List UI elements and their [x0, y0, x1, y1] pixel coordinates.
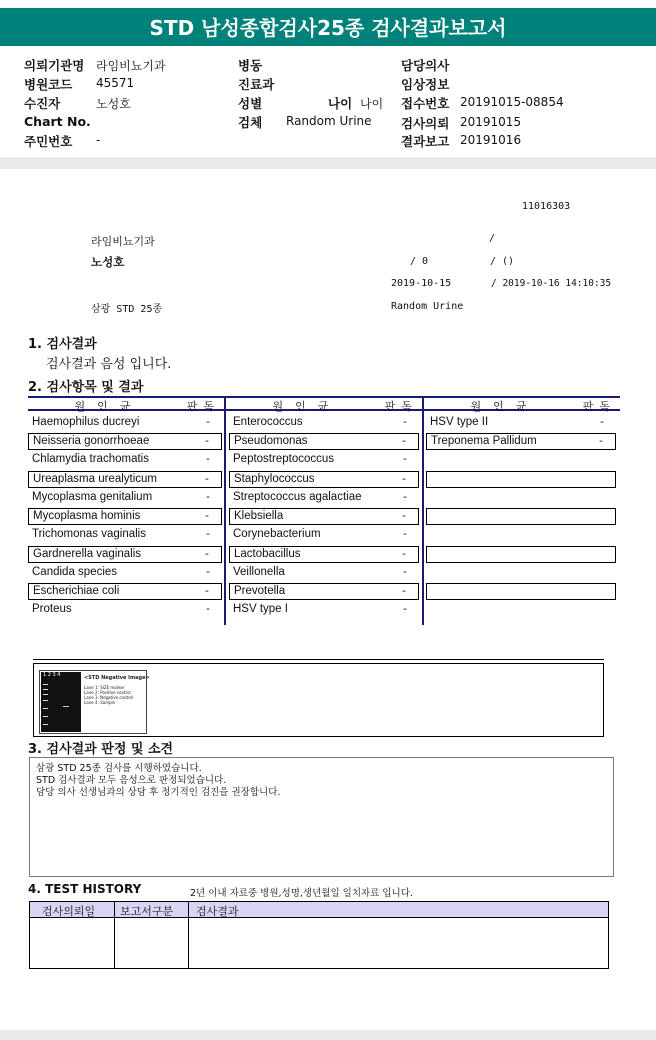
organism-name: Pseudomonas — [234, 435, 308, 447]
patient-label: 수진자 — [24, 96, 61, 111]
result-row — [28, 565, 222, 582]
organism-result: - — [205, 584, 209, 597]
organism-result: - — [205, 472, 209, 485]
history-col-result: 검사결과 — [196, 905, 239, 918]
resident-no-label: 주민번호 — [24, 134, 73, 149]
organism-result: - — [403, 452, 407, 465]
result-row — [229, 602, 419, 619]
result-row — [229, 508, 419, 525]
summary-slash: / — [489, 233, 496, 244]
organism-name: Candida species — [32, 566, 118, 578]
gel-legend-item: Lane 4: Sample — [84, 700, 116, 705]
doctor-label: 담당의사 — [401, 58, 450, 73]
result-row — [229, 527, 419, 544]
column-divider — [422, 396, 424, 625]
history-col-report-type: 보고서구분 — [120, 905, 174, 918]
summary-collect-date: 2019-10-15 — [391, 278, 452, 289]
result-row — [28, 452, 222, 469]
image-divider — [33, 659, 604, 660]
history-header — [30, 902, 608, 918]
gel-image — [39, 670, 150, 734]
organism-name: Ureaplasma urealyticum — [33, 473, 157, 485]
organism-result: - — [600, 415, 604, 428]
result-row — [28, 583, 222, 600]
gel-legend-item: Lane 2: Positive control — [84, 690, 131, 695]
history-table — [29, 901, 609, 969]
organism-result: - — [402, 472, 406, 485]
result-row — [229, 583, 419, 600]
history-divider — [114, 902, 115, 968]
resident-no-value: - — [96, 133, 101, 147]
organism-result: - — [403, 527, 407, 540]
summary-specimen: Random Urine — [391, 301, 464, 312]
organism-name: Gardnerella vaginalis — [33, 548, 142, 560]
receipt-no-value: 20191015-08854 — [460, 95, 564, 109]
organism-name: HSV type I — [233, 603, 288, 615]
organism-name: Corynebacterium — [233, 528, 321, 540]
clinical-info-label: 임상정보 — [401, 77, 450, 92]
organism-name: Enterococcus — [233, 416, 303, 428]
organism-result: - — [205, 547, 209, 560]
findings-line: 삼광 STD 25종 검사를 시행하였습니다. — [36, 763, 202, 774]
summary-age: / 0 — [410, 256, 429, 267]
history-divider — [188, 902, 189, 968]
specimen-value: Random Urine — [286, 114, 372, 128]
result-row — [28, 415, 222, 432]
column-header-1 — [28, 396, 224, 411]
organism-name: Peptostreptococcus — [233, 453, 335, 465]
summary-paren: / () — [490, 256, 515, 267]
organism-result: - — [205, 434, 209, 447]
section-2-heading: 2. 검사항목 및 결과 — [28, 380, 144, 395]
organism-name: Treponema Pallidum — [431, 435, 537, 447]
result-row — [426, 583, 616, 600]
result-row — [28, 546, 222, 563]
column-name-header: 원인균 — [470, 400, 539, 413]
gel-legend-item: Lane 3: Negative control — [84, 695, 134, 700]
result-row — [229, 546, 419, 563]
dept-label: 진료과 — [238, 77, 275, 92]
column-header-2 — [226, 396, 422, 411]
findings-line: STD 검사결과 모두 음성으로 판정되었습니다. — [36, 775, 227, 786]
summary-clinic: 라임비뇨기과 — [91, 235, 155, 248]
report-date-value: 20191016 — [460, 133, 522, 147]
organism-name: Staphylococcus — [234, 473, 315, 485]
organism-result: - — [599, 434, 603, 447]
organism-result: - — [206, 602, 210, 615]
organism-result: - — [402, 547, 406, 560]
column-result-header: 판독 — [384, 400, 418, 413]
section-1-heading: 1. 검사결과 — [28, 337, 97, 352]
result-row — [426, 471, 616, 488]
organism-name: Proteus — [32, 603, 72, 615]
findings-box — [29, 757, 614, 877]
summary-patient: 노성호 — [91, 255, 125, 269]
organism-result: - — [206, 565, 210, 578]
result-row — [28, 508, 222, 525]
organism-result: - — [402, 434, 406, 447]
result-row — [426, 602, 616, 619]
column-divider — [224, 396, 226, 625]
ward-label: 병동 — [238, 58, 263, 73]
column-result-header: 판독 — [186, 400, 220, 413]
result-row — [229, 452, 419, 469]
column-name-header: 원인균 — [74, 400, 143, 413]
findings-line: 담당 의사 선생님과의 상담 후 정기적인 검진을 권장합니다. — [36, 787, 281, 798]
section-3-heading: 3. 검사결과 판정 및 소견 — [28, 742, 174, 757]
organism-name: Neisseria gonorrhoeae — [33, 435, 150, 447]
result-row — [229, 490, 419, 507]
organism-name: Prevotella — [234, 585, 286, 597]
organism-name: Streptococcus agalactiae — [233, 491, 362, 503]
summary-report-datetime: / 2019-10-16 14:10:35 — [491, 278, 612, 289]
organism-name: Chlamydia trachomatis — [32, 453, 149, 465]
organism-result: - — [205, 509, 209, 522]
result-row — [426, 508, 616, 525]
result-row — [28, 602, 222, 619]
request-label: 검사의뢰 — [401, 116, 450, 131]
column-header-3 — [424, 396, 620, 411]
chart-no-label: Chart No. — [24, 114, 91, 129]
result-row — [426, 527, 616, 544]
request-value: 20191015 — [460, 115, 522, 129]
history-note: 2년 이내 자료중 병원,성명,생년월일 일치자료 입니다. — [190, 888, 413, 899]
gel-legend-item: Lane 1: SIZE marker — [84, 685, 125, 690]
findings-text — [36, 763, 280, 799]
separator-band — [0, 157, 656, 169]
sex-label: 성별 — [238, 96, 263, 111]
result-row — [229, 433, 419, 450]
organism-result: - — [402, 509, 406, 522]
hospital-code-label: 병원코드 — [24, 77, 73, 92]
result-row — [229, 565, 419, 582]
organism-name: Lactobacillus — [234, 548, 301, 560]
column-name-header: 원인균 — [272, 400, 341, 413]
column-result-header: 판독 — [582, 400, 616, 413]
result-row — [28, 527, 222, 544]
age-label: 나이 — [328, 96, 353, 111]
result-row — [426, 490, 616, 507]
result-row — [426, 546, 616, 563]
organism-name: Mycoplasma genitalium — [32, 491, 153, 503]
summary-test-name: 삼광 STD 25종 — [91, 304, 163, 315]
age-value: 나이 — [360, 97, 384, 111]
result-row — [426, 565, 616, 582]
organism-name: Trichomonas vaginalis — [32, 528, 146, 540]
result-row — [28, 471, 222, 488]
institution-label: 의뢰기관명 — [24, 58, 85, 73]
gel-lane-numbers: 1 2 3 4 — [43, 672, 61, 678]
result-row — [229, 415, 419, 432]
organism-name: Veillonella — [233, 566, 285, 578]
result-row — [426, 415, 616, 432]
organism-name: Mycoplasma hominis — [33, 510, 141, 522]
organism-name: Escherichiae coli — [33, 585, 120, 597]
organism-result: - — [206, 415, 210, 428]
organism-result: - — [206, 452, 210, 465]
section-4-heading: 4. TEST HISTORY — [28, 882, 142, 896]
organism-result: - — [403, 602, 407, 615]
institution-value: 라임비뇨기과 — [96, 59, 166, 73]
footer-band — [0, 1030, 656, 1040]
organism-result: - — [402, 584, 406, 597]
report-title: STD 남성종합검사25종 검사결과보고서 — [0, 8, 656, 46]
organism-result: - — [206, 527, 210, 540]
hospital-code-value: 45571 — [96, 76, 135, 90]
result-row — [426, 452, 616, 469]
gel-lanes — [41, 672, 81, 732]
history-col-request-date: 검사의뢰일 — [42, 905, 96, 918]
organism-result: - — [403, 490, 407, 503]
organism-name: HSV type II — [430, 416, 489, 428]
patient-value: 노성호 — [96, 97, 131, 111]
document-number: 11016303 — [522, 201, 571, 212]
report-date-label: 결과보고 — [401, 134, 450, 149]
gel-title: <STD Negative Image> — [84, 675, 150, 681]
result-row — [28, 490, 222, 507]
receipt-no-label: 접수번호 — [401, 96, 450, 111]
result-row — [426, 433, 616, 450]
organism-result: - — [403, 415, 407, 428]
organism-result: - — [403, 565, 407, 578]
section-1-result: 검사결과 음성 입니다. — [46, 357, 172, 372]
organism-name: Haemophilus ducreyi — [32, 416, 140, 428]
organism-result: - — [206, 490, 210, 503]
result-row — [28, 433, 222, 450]
organism-name: Klebsiella — [234, 510, 284, 522]
specimen-label: 검체 — [238, 115, 263, 130]
result-row — [229, 471, 419, 488]
